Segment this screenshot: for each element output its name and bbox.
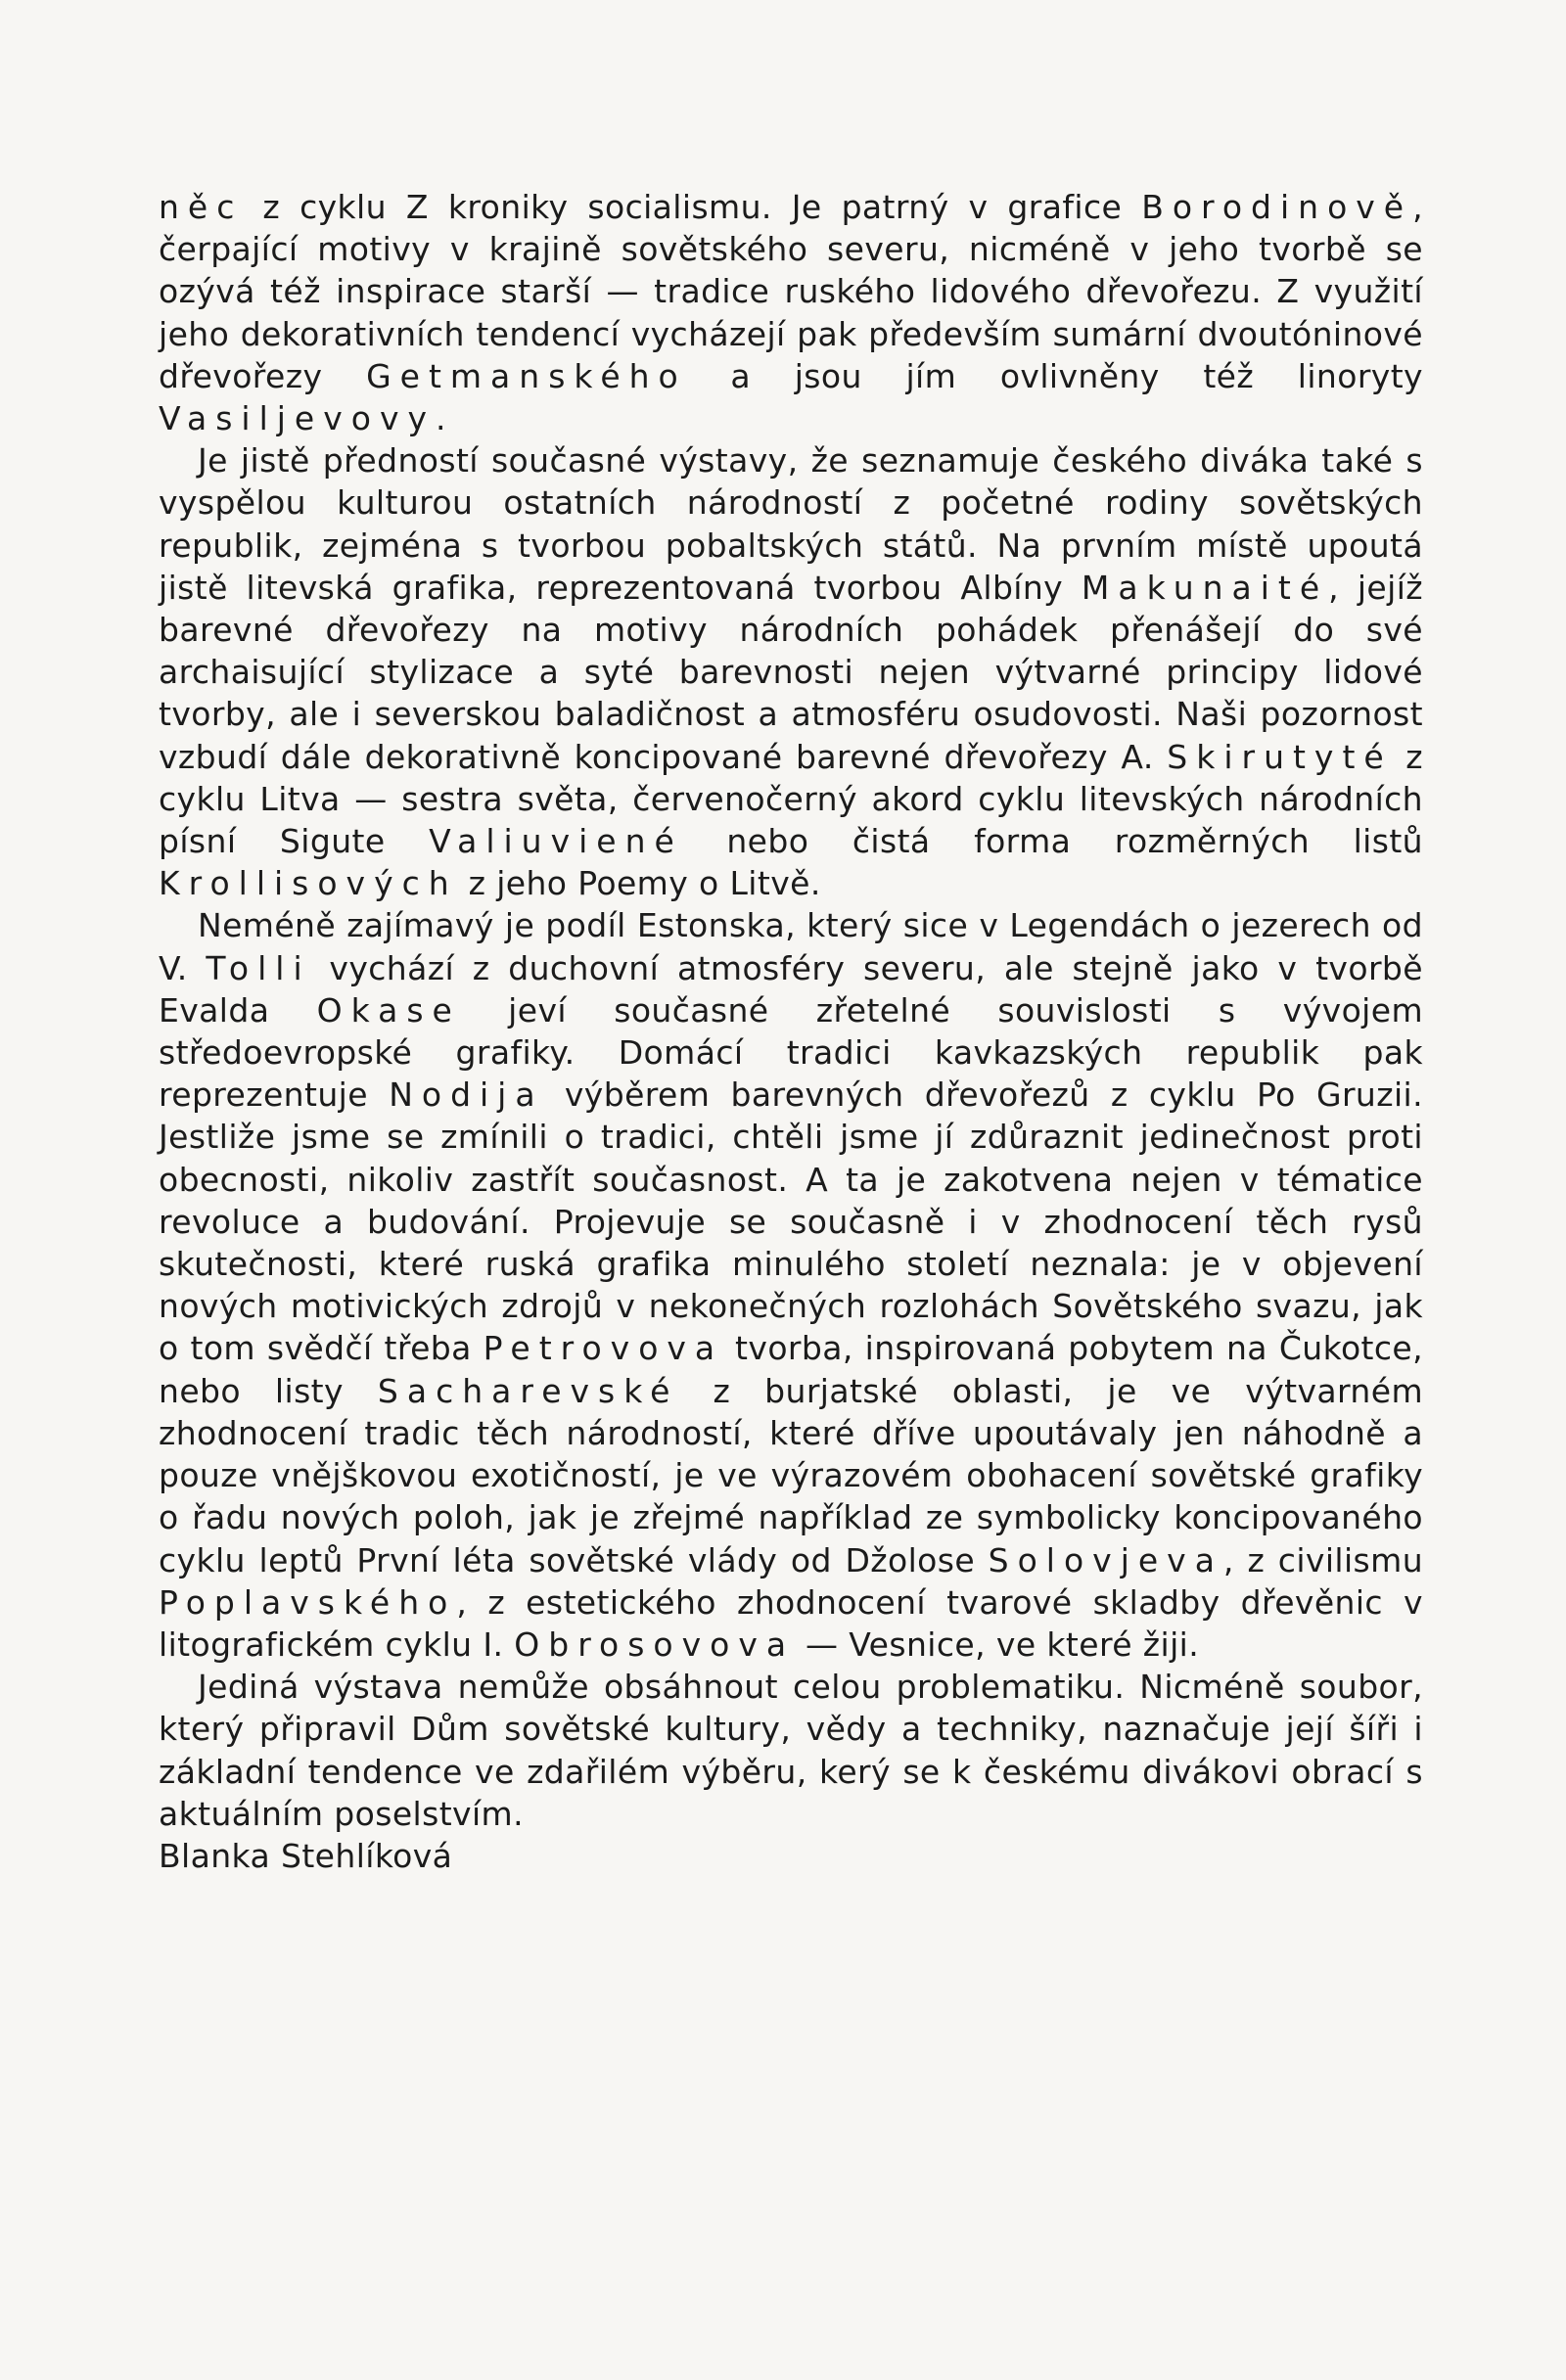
spaced-name: Sacharevské: [377, 1371, 679, 1410]
paragraph: [159, 186, 1423, 439]
text-run: z burjatské oblasti, je ve výtvarném zhodnocení tradic těch národností, které dříve upoutávaly jen náhodně a pouze vnějškovou exotičností, je ve výrazovém obohacení sovětské grafiky o řadu nových poloh, jak je zřejmé například ze symbolicky koncipovaného cyklu leptů První léta sovětské vlády od Džolose: [159, 1371, 1423, 1579]
article-text: [159, 186, 1423, 1835]
spaced-name: Poplavského: [159, 1582, 457, 1622]
spaced-name: Vasiljevovy: [159, 399, 437, 438]
spaced-name: Getmanského: [366, 356, 687, 395]
paragraph: [159, 904, 1423, 1666]
text-run: z jeho Poemy o Litvě.: [457, 864, 821, 903]
text-run: tvorba, inspirovaná pobytem na Čukotce, nebo listy: [159, 1329, 1424, 1410]
author-signature: Blanka Stehlíková: [159, 1836, 453, 1875]
text-run: — Vesnice, ve které žiji.: [795, 1625, 1200, 1664]
text-run: výběrem barevných dřevořezů z cyklu Po Gruzii. Jestliže jsme se zmínili o tradici, chtěli jsme jí zdůraznit jedinečnost proti obecnosti, nikoliv zastřít současnost. A ta je zakotvena nejen v tématice revoluce a budování. Projevuje se současně i v zhodnocení těch rysů skutečnosti, které ruská grafika minulého století neznala: je v objevení nových motivických zdrojů v nekonečných rozlohách Sovětského svazu, jak o tom svědčí třeba: [159, 1076, 1423, 1368]
text-run: vychází z duchovní atmosféry severu, ale stejně jako v tvorbě Evalda: [159, 948, 1423, 1030]
spaced-name: Krollisových: [159, 864, 458, 903]
text-run: z cyklu Litva — sestra světa, červenočerný akord cyklu litevských národních písní Sigute: [159, 737, 1423, 861]
text-run: jeví současné zřetelné souvislosti s vývojem středoevropské grafiky. Domácí tradici kavkazských republik pak reprezentuje: [159, 990, 1423, 1115]
spaced-name: Solovjeva: [988, 1540, 1223, 1579]
text-run: Neméně zajímavý je podíl Estonska, který sice v Legendách o jezerech od V.: [159, 906, 1423, 987]
text-run: z cyklu Z kroniky socialismu. Je patrný v grafice: [243, 188, 1142, 226]
spaced-name: Tolli: [206, 948, 311, 987]
text-run: Je jistě předností současné výstavy, že seznamuje českého diváka také s vyspělou kulturou ostatních národností z početné rodiny sovětských republik, zejména s tvorbou pobaltských států. Na prvním místě upoutá jistě litevská grafika, reprezentovaná tvorbou Albíny: [159, 441, 1423, 607]
spaced-name: Okase: [316, 990, 461, 1030]
text-run: nebo čistá forma rozměrných listů: [682, 822, 1423, 861]
spaced-name: Makunaité: [1081, 568, 1329, 607]
spaced-name: Obrosovova: [514, 1625, 796, 1664]
spaced-name: Borodinově: [1141, 188, 1413, 226]
text-run: , čerpající motivy v krajině sovětského severu, nicméně v jeho tvorbě se ozývá též inspirace starší — tradice ruského lidového dřevořezu. Z využití jeho dekorativních tendencí vycházejí pak především sumární dvoutóninové dřevořezy: [159, 188, 1423, 395]
text-run: , z civilismu: [1222, 1540, 1424, 1579]
paragraph: [159, 439, 1423, 904]
text-run: a jsou jím ovlivněny též linoryty: [686, 356, 1423, 395]
paragraph: [159, 1666, 1423, 1835]
document-body: [159, 186, 1423, 1877]
spaced-name: Valiuviené: [429, 822, 683, 861]
text-run: .: [436, 399, 446, 438]
text-run: , z estetického zhodnocení tvarové skladby dřevěnic v litografickém cyklu I.: [159, 1582, 1423, 1664]
text-run: , jejíž barevné dřevořezy na motivy národních pohádek přenášejí do své archaisující stylizace a syté barevnosti nejen výtvarné principy lidové tvorby, ale i severskou baladičnost a atmosféru osudovosti. Naši pozornost vzbudí dále dekorativně koncipované barevné dřevořezy A.: [159, 568, 1423, 776]
spaced-name: Skirutyté: [1167, 737, 1393, 776]
spaced-name: něc: [159, 188, 244, 226]
spaced-name: Nodija: [389, 1076, 544, 1115]
spaced-name: Petrovova: [483, 1329, 724, 1368]
text-run: Jediná výstava nemůže obsáhnout celou problematiku. Nicméně soubor, který připravil Dům sovětské kultury, vědy a techniky, naznačuje její šíři i základní tendence ve zdařilém výběru, kerý se k českému divákovi obrací s aktuálním poselstvím.: [159, 1668, 1423, 1833]
